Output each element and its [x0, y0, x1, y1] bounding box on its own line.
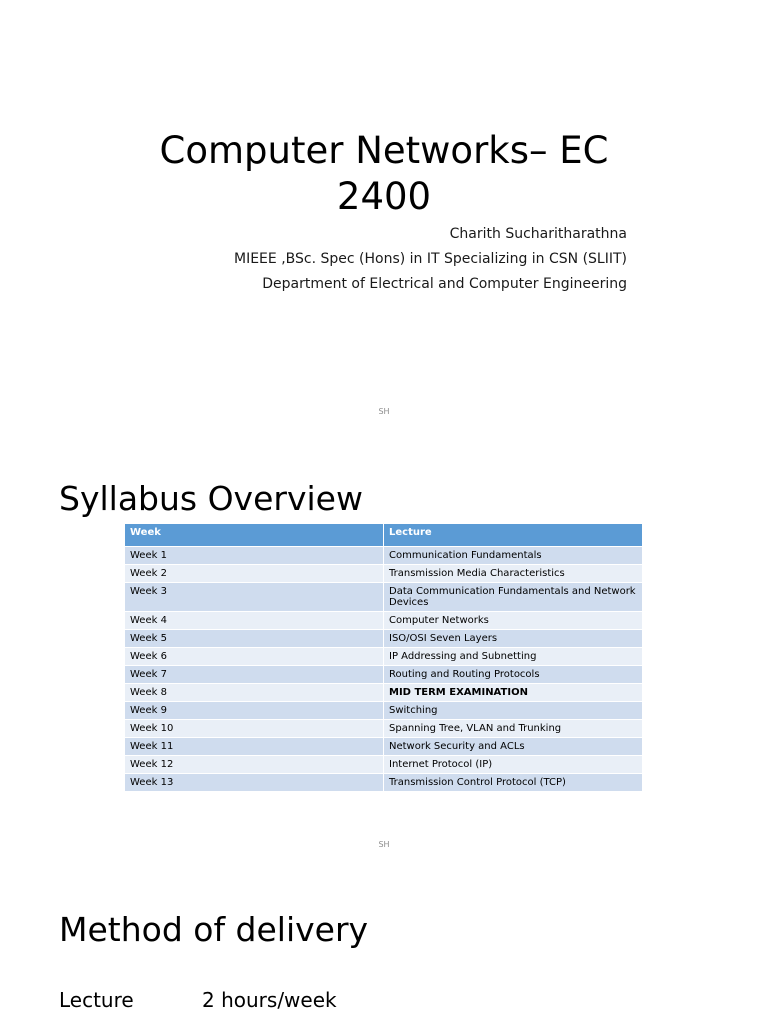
table-row [125, 565, 643, 583]
slide-title [0, 128, 768, 220]
week-cell: Week 13 [125, 774, 384, 792]
lecture-cell: ISO/OSI Seven Layers [384, 630, 643, 648]
table-row [125, 630, 643, 648]
table-row [125, 583, 643, 612]
slide-heading: Method of delivery [59, 910, 369, 949]
table-row [125, 648, 643, 666]
lecture-cell: Switching [384, 702, 643, 720]
table-row [125, 720, 643, 738]
title-line-2: 2400 [336, 175, 432, 218]
department-name: Department of Electrical and Computer Engineering [262, 276, 627, 292]
author-credentials: MIEEE ,BSc. Spec (Hons) in IT Specializing in CSN (SLIIT) [234, 251, 627, 267]
lecture-cell: MID TERM EXAMINATION [384, 684, 643, 702]
author-name: Charith Sucharitharathna [449, 226, 627, 242]
week-cell: Week 3 [125, 583, 384, 612]
slide-footer: SH [378, 407, 390, 416]
lecture-cell: IP Addressing and Subnetting [384, 648, 643, 666]
lecture-cell: Spanning Tree, VLAN and Trunking [384, 720, 643, 738]
table-row [125, 702, 643, 720]
slide-footer: SH [378, 840, 390, 849]
table-header-row [125, 524, 643, 547]
table-row [125, 774, 643, 792]
lecture-cell: Routing and Routing Protocols [384, 666, 643, 684]
table-row [125, 612, 643, 630]
lecture-cell: Network Security and ACLs [384, 738, 643, 756]
delivery-item [59, 986, 337, 1014]
column-header-lecture: Lecture [384, 524, 643, 547]
lecture-cell: Data Communication Fundamentals and Network Devices [384, 583, 643, 612]
syllabus-slide [0, 470, 768, 850]
table-row [125, 666, 643, 684]
week-cell: Week 8 [125, 684, 384, 702]
week-cell: Week 12 [125, 756, 384, 774]
title-line-1: Computer Networks– EC [159, 129, 609, 172]
title-slide [0, 0, 768, 440]
table-row [125, 756, 643, 774]
slide-heading: Syllabus Overview [59, 479, 363, 518]
lecture-cell: Transmission Media Characteristics [384, 565, 643, 583]
table-row [125, 684, 643, 702]
week-cell: Week 6 [125, 648, 384, 666]
week-cell: Week 10 [125, 720, 384, 738]
slide-subtitle [234, 222, 627, 297]
lecture-cell: Internet Protocol (IP) [384, 756, 643, 774]
week-cell: Week 9 [125, 702, 384, 720]
table-row [125, 547, 643, 565]
delivery-list [59, 986, 337, 1014]
table-row [125, 738, 643, 756]
delivery-value: 2 hours/week [202, 988, 337, 1012]
week-cell: Week 4 [125, 612, 384, 630]
column-header-week: Week [125, 524, 384, 547]
week-cell: Week 1 [125, 547, 384, 565]
week-cell: Week 5 [125, 630, 384, 648]
delivery-label: Lecture [59, 988, 134, 1012]
week-cell: Week 7 [125, 666, 384, 684]
week-cell: Week 11 [125, 738, 384, 756]
week-cell: Week 2 [125, 565, 384, 583]
lecture-cell: Transmission Control Protocol (TCP) [384, 774, 643, 792]
delivery-slide [0, 890, 768, 1024]
lecture-cell: Communication Fundamentals [384, 547, 643, 565]
syllabus-table [125, 524, 643, 791]
lecture-cell: Computer Networks [384, 612, 643, 630]
